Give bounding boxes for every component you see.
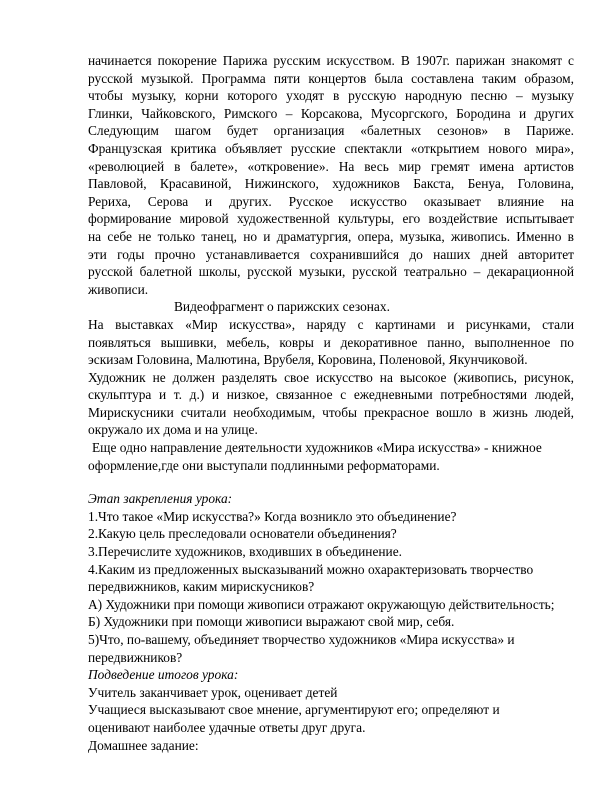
paragraph-book-design [88,439,574,474]
homework-heading: Домашнее задание: [88,737,199,753]
paragraph-paris-seasons [88,52,574,298]
text-line: Еще одно направление деятельности художников «Мира искусства» - книжное [92,440,542,456]
summary-line: Учащиеся высказывают свое мнение, аргументируют его; определяют и [88,702,500,718]
text-line: «революцией в балете», «откровение». На весь мир гремят имена артистов [88,158,574,174]
question-line: 2.Какую цель преследовали основатели объединения? [88,526,397,542]
text-line: скульптура и т. д.) и низкое, связанное с ежедневными потребностями людей, [88,387,574,403]
text-line: На выставках «Мир искусства», наряду с картинами и рисунками, стали [88,316,574,332]
text-line: Художник не должен разделять свое искусство на высокое (живопись, рисунок, [88,369,574,385]
text-line: Мирискусники считали необходимым, чтобы прекрасное вошло в жизнь людей, [88,404,574,420]
text-line: Глинки, Чайковского, Римского – Корсакова, Мусоргского, Бородина и других [88,105,574,121]
text-line: оформление,где они выступали подлинными реформаторами. [88,457,440,473]
question-line: 4.Каким из предложенных высказываний можно охарактеризовать творчество [88,561,534,577]
text-line: эскизам Головина, Малютина, Врубеля, Коровина, Поленовой, Якунчиковой. [88,352,528,368]
text-line: на себе не только танец, но и драматургия, опера, музыка, живопись. Именно в [88,228,574,244]
text-line: русской музыкой. Программа пяти концертов была составлена таким образом, [88,70,574,86]
summary-heading: Подведение итогов урока: [88,667,239,683]
text-line: Рериха, Серова и других. Русское искусство оказывает влияние на [88,193,574,209]
text-line: Следующим шагом будет организация «балетных сезонов» в Париже. [88,123,574,139]
stage-heading: Этап закрепления урока: [88,491,233,507]
text-line: русской балетной школы, русской музыки, русской театрально – декарационной [88,264,574,280]
question-line: 3.Перечислите художников, входивших в объединение. [88,544,403,560]
document-page [88,52,574,754]
summary-line: оценивают наиболее удачные ответы друг друга. [88,719,366,735]
question-line: 1.Что такое «Мир искусства?» Когда возникло это объединение? [88,508,457,524]
question-line: Б) Художники при помощи живописи выражают свой мир, себя. [88,614,455,630]
video-fragment-note: Видеофрагмент о парижских сезонах. [174,299,390,315]
lesson-section [88,490,574,754]
summary-line: Учитель заканчивает урок, оценивает детей [88,684,338,700]
text-line: чтобы музыку, корни которого уходят в русскую народную песню – музыку [88,88,574,104]
spacer [88,474,574,490]
text-line: эти годы прочно устанавливается сохранившийся до наших дней авторитет [88,246,574,262]
text-line: живописи. [88,281,149,297]
text-line: начинается покорение Парижа русским искусством. В 1907г. парижан знакомят с [88,53,574,68]
question-line: передвижников? [88,649,183,665]
question-line: 5)Что, по-вашему, объединяет творчество художников «Мира искусства» и [88,632,515,647]
text-line: Французская критика объявляет русские спектакли «открытием нового мира», [88,140,574,156]
text-line: появляться вышивки, мебель, ковры и декоративное панно, выполненное по [88,334,574,350]
question-line: передвижников, каким мирискусников? [88,579,315,595]
text-line: формирование мировой художественной культуры, его воздействие испытывает [88,211,574,227]
text-line: Павловой, Красавиной, Нижинского, художников Бакста, Бенуа, Головина, [88,176,574,192]
question-line: А) Художники при помощи живописи отражают окружающую действительность; [88,596,555,612]
paragraph-exhibitions [88,316,574,439]
text-line: окружало их дома и на улице. [88,422,258,438]
